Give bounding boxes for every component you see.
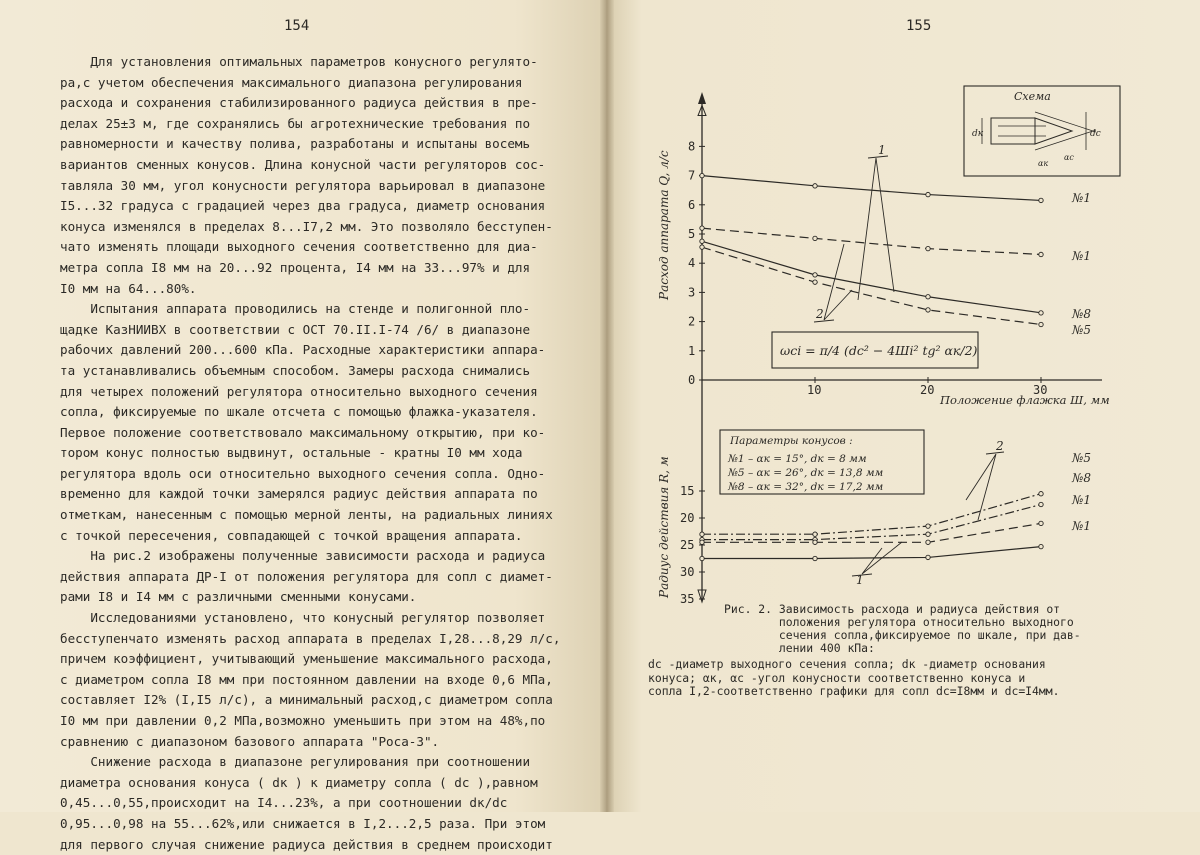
text-line: с диаметром сопла I8 мм при постоянном давлении на входе 0,6 МПа,	[60, 671, 553, 687]
text-line: действия аппарата ДР-I от положения регулятора для сопл с диамет-	[60, 568, 553, 584]
flow-data-point	[1039, 322, 1043, 326]
text-line: Исследованиями установлено, что конусный регулятор позволяет	[60, 610, 546, 626]
params-line-2: №5 – αк = 26°, dк = 13,8 мм	[728, 467, 884, 479]
curve-label-bottom-no8: №8	[1072, 471, 1091, 485]
text-line: Снижение расхода в диапазоне регулирования при соотношении	[60, 754, 531, 770]
radius-data-point	[813, 556, 817, 560]
text-line: На рис.2 изображены полученные зависимости расхода и радиуса	[60, 548, 546, 564]
r-tick-label: 15	[680, 484, 695, 498]
flow-data-point	[1039, 198, 1043, 202]
flow-data-point	[813, 236, 817, 240]
radius-data-point	[926, 524, 930, 528]
text-line: метра сопла I8 мм на 20...92 процента, I4 мм на 33...97% и для	[60, 259, 531, 275]
y-tick-label: 2	[688, 314, 696, 329]
flow-data-point	[700, 239, 704, 243]
radius-series-line-0	[702, 494, 1041, 535]
y-tick-label: 6	[688, 197, 696, 212]
text-line: диаметра основания конуса ( dк ) к диаметру сопла ( dс ),равном	[60, 774, 538, 790]
text-line: вариантов сменных конусов. Длина конусной части регуляторов сос-	[60, 156, 546, 172]
text-line: сопла, фиксируемые по шкале отсчета с помощью флажка-указателя.	[60, 404, 538, 420]
flow-data-point	[926, 295, 930, 299]
flow-data-point	[1039, 311, 1043, 315]
scheme-dk-label: dк	[972, 129, 984, 139]
x-tick-label: 30	[1033, 383, 1048, 397]
text-line: тавляла 30 мм, угол конусности регулятора варьировал в диапазоне	[60, 177, 546, 193]
y-tick-label: 7	[688, 168, 696, 183]
y-tick-label: 5	[688, 227, 696, 241]
legend-line: dс -диаметр выходного сечения сопла; dк -диаметр основания	[648, 657, 1046, 671]
radius-data-point	[700, 556, 704, 560]
flow-data-point	[926, 308, 930, 312]
text-line: равномерности и качеству полива, разработаны и испытаны восемь	[60, 136, 531, 152]
page-number-right: 155	[906, 18, 932, 34]
flow-data-point	[926, 192, 930, 196]
text-line: отметкам, нанесенным с помощью мерной ленты, на радиальных линиях	[60, 507, 553, 523]
radius-data-point	[926, 532, 930, 536]
flow-series-line-2	[702, 241, 1041, 313]
curve-label-bottom-no1-b: №1	[1072, 519, 1091, 533]
right-page	[606, 0, 1200, 812]
radius-data-point	[1039, 502, 1043, 506]
radius-data-point	[1039, 492, 1043, 496]
text-line: делах 25±3 м, где сохранялись бы агротехнические требования по	[60, 115, 531, 131]
legend-line: сопла I,2-соответственно графики для сопл dс=I8мм и dс=I4мм.	[648, 684, 1060, 698]
radius-data-point	[1039, 521, 1043, 525]
text-line: та устанавливались объемным способом. Замеры расхода снимались	[60, 362, 531, 378]
figure-caption	[724, 603, 1184, 655]
flow-data-point	[1039, 252, 1043, 256]
scheme-title: Схема	[1014, 90, 1051, 103]
text-line: бесступенчато изменять расход аппарата в пределах I,28...8,29 л/с,	[60, 630, 561, 646]
y-tick-label: 8	[688, 139, 696, 154]
radius-data-point	[926, 555, 930, 559]
caption-line: Рис. 2. Зависимость расхода и радиуса действия от	[724, 602, 1061, 616]
curve-label-top-no1-a: №1	[1072, 191, 1091, 205]
cone-shape	[1035, 118, 1072, 144]
text-line: I0 мм при давлении 0,2 МПа,возможно уменьшить при этом на 48%,по	[60, 713, 546, 728]
text-line: тором конус полностью выдвинут, остальные - кратны I0 мм хода	[60, 445, 523, 461]
text-line: 0,45...0,55,происходит на I4...23%, а при соотношении dк/dс	[60, 795, 508, 811]
chart-marks	[700, 173, 1043, 560]
y-tick-label: 1	[688, 343, 696, 358]
text-line: Для установления оптимальных параметров конусного регулято-	[60, 54, 538, 69]
callout-1-bottom: 1	[856, 573, 864, 587]
radius-data-point	[700, 532, 704, 536]
legend-line: конуса; αк, αс -угол конусности соответственно конуса и	[648, 670, 1026, 685]
flow-data-point	[700, 173, 704, 177]
radius-data-point	[813, 532, 817, 536]
figure-legend	[648, 658, 1200, 699]
r-tick-label: 20	[680, 511, 695, 525]
nozzle-shape	[991, 118, 1035, 144]
text-line: регулятора вдоль оси относительно выходного сечения сопла. Одно-	[60, 465, 546, 481]
curve-label-bottom-no1-a: №1	[1072, 493, 1091, 507]
scheme-alpha-c-label: αс	[1064, 153, 1074, 162]
flow-data-point	[813, 280, 817, 284]
caption-line: лении 400 кПа:	[724, 641, 875, 655]
page-number-left: 154	[284, 18, 310, 34]
body-text	[60, 52, 561, 855]
curve-label-top-no5: №5	[1072, 323, 1091, 337]
radius-series-line-2	[702, 523, 1041, 542]
flow-data-point	[700, 226, 704, 230]
bottom-y-axis-title: Радиус действия R, м	[657, 456, 671, 598]
caption-line: сечения сопла,фиксируемое по шкале, при дав-	[724, 628, 1081, 642]
params-line-3: №8 – αк = 32°, dк = 17,2 мм	[728, 481, 884, 493]
scheme-dc-label: dс	[1090, 129, 1101, 139]
x-tick-label: 20	[920, 383, 935, 397]
y-axis-arrow	[698, 92, 706, 104]
curve-label-bottom-no5: №5	[1072, 451, 1091, 465]
curve-label-top-no8: №8	[1072, 307, 1091, 321]
formula-box	[772, 332, 978, 368]
r-tick-label: 25	[680, 538, 695, 552]
text-line: рами I8 и I4 мм с различными сменными конусами.	[60, 589, 417, 605]
text-line: I5...32 градуса с градацией через два градуса, диаметр основания	[60, 198, 546, 214]
text-line: с точкой пересечения, совпадающей с точкой вращения аппарата.	[60, 527, 523, 543]
text-line: составляет I2% (I,I5 л/с), а минимальный расход,с диаметром сопла	[60, 692, 553, 708]
text-line: причем коэффициент, учитывающий уменьшение максимального расхода,	[60, 651, 553, 667]
text-line: для первого случая снижение радиуса действия в среднем происходит	[60, 836, 553, 852]
flow-series-line-1	[702, 228, 1041, 254]
curve-label-top-no1-b: №1	[1072, 249, 1091, 263]
text-line: расхода и сохранения стабилизированного радиуса действия в пре-	[60, 95, 538, 111]
top-y-axis-title: Расход аппарата Q, л/с	[657, 150, 671, 300]
flow-data-point	[926, 246, 930, 250]
x-axis-title: Положение флажка Ш, мм	[940, 393, 1110, 407]
text-line: 0,95...0,98 на 55...62%,или снижается в I,2...2,5 раза. При этом	[60, 815, 546, 831]
scheme-box	[964, 86, 1120, 176]
radius-data-point	[1039, 544, 1043, 548]
params-title: Параметры конусов :	[730, 435, 853, 447]
radius-data-point	[926, 540, 930, 544]
text-line: для четырех положений регулятора относительно выходного сечения	[60, 383, 538, 399]
x-tick-label: 10	[807, 383, 822, 397]
formula-text: ωсi = π/4 (dс² − 4Шi² tg² αк/2)	[780, 343, 978, 358]
text-line: сравнению с диапазоном базового аппарата "Роса-3".	[60, 733, 440, 749]
r-tick-label: 30	[680, 565, 695, 579]
text-line: I0 мм на 64...80%.	[60, 280, 197, 296]
params-box	[720, 430, 924, 494]
text-line: ра,с учетом обеспечения максимального диапазона регулирования	[60, 74, 523, 90]
radius-series-line-1	[702, 505, 1041, 540]
text-line: рабочих давлений 200...600 кПа. Расходные характеристики аппара-	[60, 342, 546, 358]
y-tick-label: 0	[688, 373, 696, 387]
callout-1-top: 1	[878, 143, 886, 157]
radius-series-line-3	[702, 547, 1041, 559]
scheme-alpha-k-label: αк	[1038, 159, 1049, 168]
callout-2-bottom: 2	[996, 439, 1004, 453]
radius-data-point	[700, 540, 704, 544]
text-line: чато изменять площади выходного сечения соответственно для диа-	[60, 239, 538, 255]
text-line: щадке КазНИИВХ в соответствии с ОСТ 70.II.I-74 /6/ в диапазоне	[60, 321, 531, 337]
text-line: конуса изменялся в пределах 8...I7,2 мм. Это позволяло бесступен-	[60, 218, 553, 234]
text-line: временно для каждой точки замерялся радиус действия аппарата по	[60, 486, 538, 502]
caption-line: положения регулятора относительно выходного	[724, 615, 1074, 629]
y-tick-label: 3	[688, 285, 696, 300]
y-tick-label: 4	[688, 256, 696, 271]
text-line: Первое положение соответствовало максимальному открытию, при ко-	[60, 424, 546, 440]
flow-data-point	[813, 184, 817, 188]
r-tick-label: 35	[680, 592, 695, 606]
flow-data-point	[700, 245, 704, 249]
book-gutter	[600, 0, 614, 812]
flow-data-point	[813, 273, 817, 277]
radius-data-point	[813, 540, 817, 544]
callout-2-top: 2	[816, 307, 824, 321]
text-line: Испытания аппарата проводились на стенде и полигонной пло-	[60, 301, 531, 317]
params-line-1: №1 – αк = 15°, dк = 8 мм	[728, 453, 867, 465]
